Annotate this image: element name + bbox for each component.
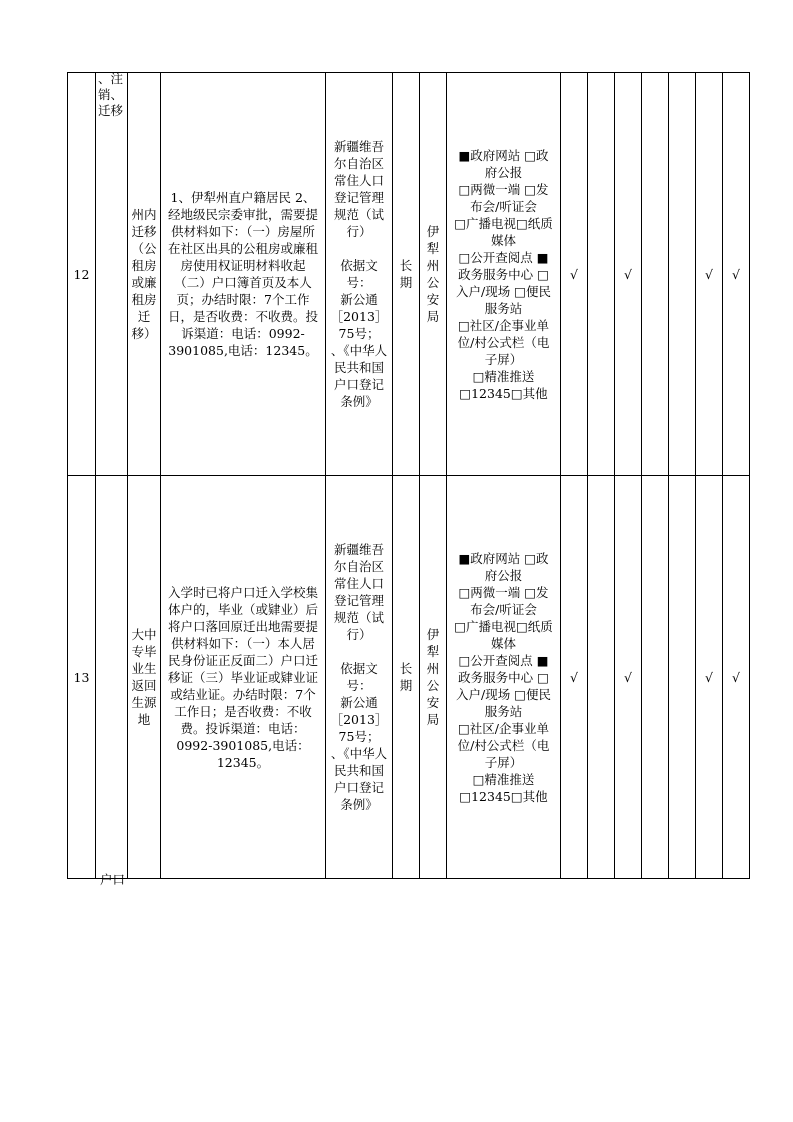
check-cell: √ [696, 476, 723, 879]
item-description: 入学时已将户口迁入学校集体户的，毕业（或肄业）后将户口落回原迁出地需要提供材料如下：（一）本人居民身份证正反面二）户口迁移证（三）毕业证或肄业证或结业证。办结时限：7个工作日；是否收费：不收费。投诉渠道：电话：0992-3901085,电话：12345。 [161, 476, 326, 879]
topic-cell [96, 73, 128, 476]
check-cell: √ [615, 73, 642, 476]
check-cell [588, 73, 615, 476]
duration: 长期 [393, 73, 420, 476]
check-cell: √ [561, 476, 588, 879]
duration: 长期 [393, 476, 420, 879]
item-description: 1、伊犁州直户籍居民 2、经地级民宗委审批，需要提供材料如下：（一）房屋所在社区出具的公租房或廉租房使用权证明材料收起（二）户口簿首页及本人页；办结时限：7个工作日，是否收费：不收费。投诉渠道：电话：0992-3901085,电话：12345。 [161, 73, 326, 476]
organ: 伊犁州公安局 [420, 476, 447, 879]
organ: 伊犁州公安局 [420, 73, 447, 476]
carry-over-text: 、注销、迁移 [98, 71, 124, 118]
check-cell: √ [615, 476, 642, 879]
check-cell [642, 73, 669, 476]
check-cell: √ [723, 73, 750, 476]
table-row [68, 476, 750, 879]
row-number: 12 [68, 73, 96, 476]
topic-cell [96, 476, 128, 887]
legal-basis: 新疆维吾尔自治区常住人口登记管理规范（试行） 依据文号： 新公通［2013］75号； 、《中华人民共和国户口登记条例》 [326, 476, 393, 879]
check-cell: √ [723, 476, 750, 879]
table-row [68, 73, 750, 476]
check-cell [642, 476, 669, 879]
legal-basis: 新疆维吾尔自治区常住人口登记管理规范（试行） 依据文号： 新公通［2013］75号； 、《中华人民共和国户口登记条例》 [326, 73, 393, 476]
check-cell: √ [696, 73, 723, 476]
check-cell [588, 476, 615, 879]
carry-over-text: 户口 [100, 872, 126, 887]
check-cell: √ [561, 73, 588, 476]
channels: ■政府网站 □政府公报 □两微一端 □发布会/听证会 □广播电视□纸质媒体 □公开查阅点 ■政务服务中心 □入户/现场 □便民服务站 □社区/企事业单位/村公式栏（电子屏） □精准推送□12345□其他 [447, 73, 561, 476]
check-cell [669, 476, 696, 879]
channels: ■政府网站 □政府公报 □两微一端 □发布会/听证会 □广播电视□纸质媒体 □公开查阅点 ■政务服务中心 □入户/现场 □便民服务站 □社区/企事业单位/村公式栏（电子屏） □精准推送□12345□其他 [447, 476, 561, 879]
disclosure-table [67, 71, 750, 887]
item-name: 州内迁移（公租房或廉租房迁移） [128, 73, 161, 476]
item-name: 大中专毕业生返回生源地 [128, 476, 161, 879]
row-number: 13 [68, 476, 96, 879]
check-cell [669, 73, 696, 476]
